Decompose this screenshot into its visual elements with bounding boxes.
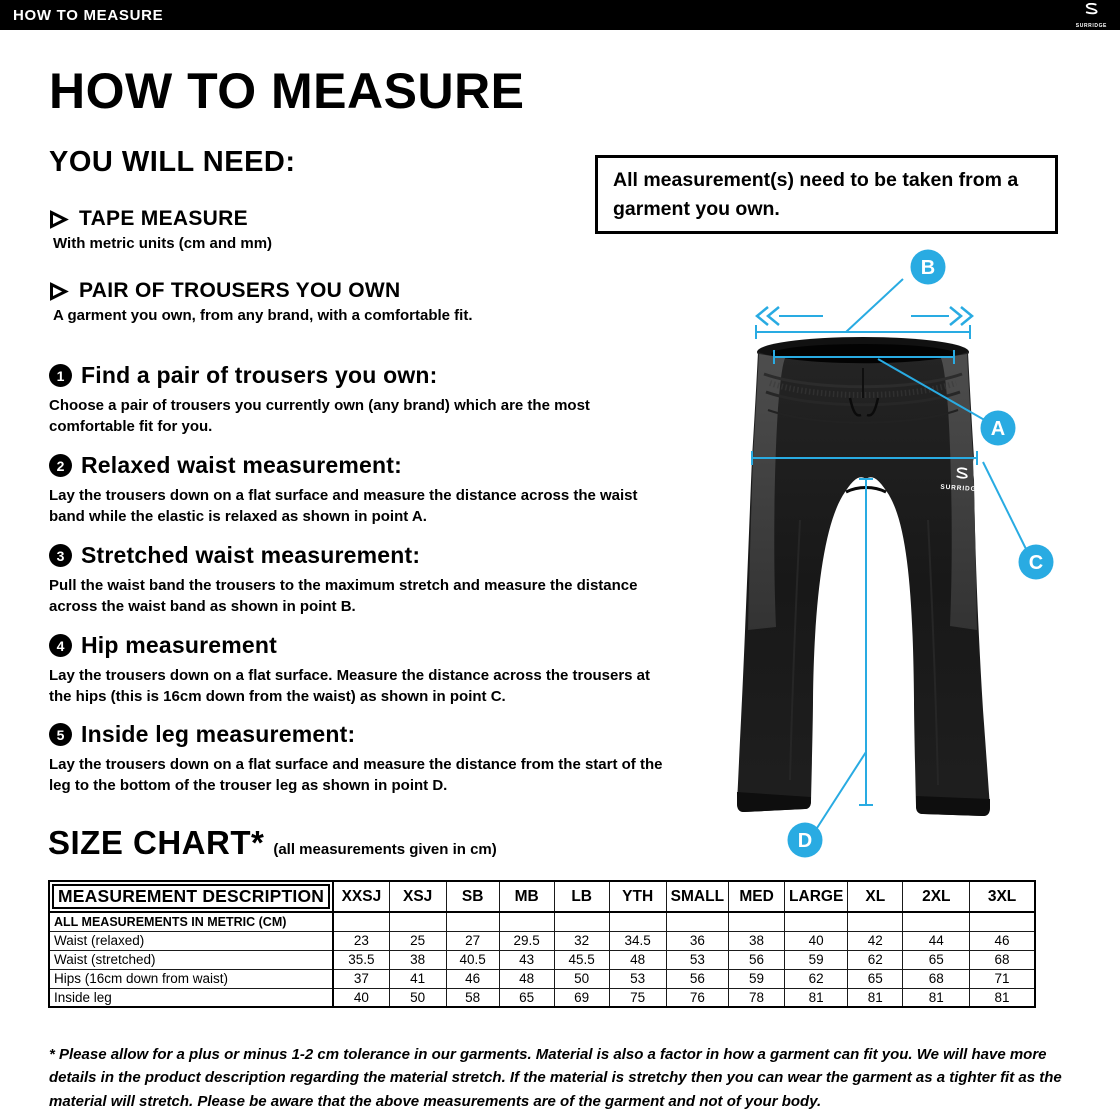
value-cell: 48 bbox=[609, 950, 666, 969]
value-cell: 78 bbox=[729, 988, 785, 1007]
column-header-size: MED bbox=[729, 881, 785, 912]
top-bar-title: HOW TO MEASURE bbox=[13, 6, 164, 24]
value-cell: 69 bbox=[554, 988, 609, 1007]
need-item-label: PAIR OF TROUSERS YOU OWN bbox=[79, 279, 401, 302]
column-header-size: 2XL bbox=[903, 881, 970, 912]
column-header-size: XSJ bbox=[389, 881, 446, 912]
step-number-badge: 4 bbox=[49, 634, 72, 657]
value-cell: 43 bbox=[499, 950, 554, 969]
value-cell: 53 bbox=[609, 969, 666, 988]
marker-c-badge bbox=[1019, 545, 1054, 580]
value-cell: 44 bbox=[903, 931, 970, 950]
value-cell: 40 bbox=[333, 988, 389, 1007]
value-cell: 62 bbox=[848, 950, 903, 969]
value-cell: 58 bbox=[446, 988, 499, 1007]
step-title: Hip measurement bbox=[81, 632, 278, 658]
column-header-size: MB bbox=[499, 881, 554, 912]
empty-cell bbox=[333, 912, 389, 931]
step-title: Inside leg measurement: bbox=[81, 721, 356, 747]
step-description: Lay the trousers down on a flat surface and measure the distance from the start of the leg to the bottom of the trouser leg as shown in point D. bbox=[49, 756, 663, 795]
surridge-s-icon bbox=[1081, 3, 1101, 23]
empty-cell bbox=[666, 912, 728, 931]
value-cell: 36 bbox=[666, 931, 728, 950]
value-cell: 32 bbox=[554, 931, 609, 950]
marker-c-label: C bbox=[1028, 552, 1044, 574]
size-chart-title: SIZE CHART* bbox=[48, 824, 265, 861]
column-header-size: 3XL bbox=[970, 881, 1035, 912]
step-title: Relaxed waist measurement: bbox=[81, 452, 402, 478]
top-bar bbox=[0, 0, 1120, 30]
marker-a-badge bbox=[981, 411, 1016, 446]
value-cell: 34.5 bbox=[609, 931, 666, 950]
step-number-badge: 2 bbox=[49, 454, 72, 477]
value-cell: 65 bbox=[499, 988, 554, 1007]
metric-note-cell: ALL MEASUREMENTS IN METRIC (CM) bbox=[49, 912, 333, 931]
marker-b-leader-line bbox=[846, 279, 903, 332]
row-label-cell: Waist (relaxed) bbox=[49, 931, 333, 950]
size-chart-subtitle: (all measurements given in cm) bbox=[273, 841, 497, 858]
value-cell: 48 bbox=[499, 969, 554, 988]
value-cell: 38 bbox=[389, 950, 446, 969]
empty-cell bbox=[970, 912, 1035, 931]
step-description: Lay the trousers down on a flat surface. Measure the distance across the trousers at the hips (this is 16cm down from the waist) as shown in point C. bbox=[49, 667, 651, 706]
table-row bbox=[49, 931, 1035, 950]
value-cell: 53 bbox=[666, 950, 728, 969]
value-cell: 56 bbox=[729, 950, 785, 969]
empty-cell bbox=[848, 912, 903, 931]
page-title: HOW TO MEASURE bbox=[49, 63, 525, 119]
value-cell: 23 bbox=[333, 931, 389, 950]
value-cell: 46 bbox=[970, 931, 1035, 950]
stretched-waist-line bbox=[756, 325, 970, 339]
empty-cell bbox=[554, 912, 609, 931]
need-item-trousers bbox=[49, 279, 472, 324]
inside-leg-line bbox=[859, 479, 873, 805]
value-cell: 29.5 bbox=[499, 931, 554, 950]
value-cell: 38 bbox=[729, 931, 785, 950]
surridge-logo bbox=[1076, 2, 1107, 29]
measurement-notice-box bbox=[595, 155, 1058, 234]
column-header-size: LB bbox=[554, 881, 609, 912]
tolerance-footnote: * Please allow for a plus or minus 1-2 cm tolerance in our garments. Material is also a factor in how a garment can fit you. We will have more details in the product description regarding the material stretch. If the material is stretchy then you can wear the garment as a tighter fit as the material will stretch. Please be aware that the above measurements are of the garment and not of your body. bbox=[49, 1046, 1062, 1110]
trousers-illustration bbox=[737, 337, 990, 816]
trousers-measurement-diagram bbox=[690, 233, 1090, 883]
garment-logo-text: SURRIDGE bbox=[940, 483, 982, 494]
step-description: Lay the trousers down on a flat surface and measure the distance across the waist band while the elastic is relaxed as shown in point A. bbox=[49, 487, 638, 526]
value-cell: 50 bbox=[554, 969, 609, 988]
marker-a-label: A bbox=[990, 418, 1006, 440]
empty-cell bbox=[785, 912, 848, 931]
value-cell: 40 bbox=[785, 931, 848, 950]
need-item-tape-measure bbox=[49, 207, 272, 252]
column-header-description-text: MEASUREMENT DESCRIPTION bbox=[52, 884, 330, 909]
step-description: Pull the waist band the trousers to the maximum stretch and measure the distance across the waist band as shown in point B. bbox=[49, 577, 638, 616]
column-header-size: SB bbox=[446, 881, 499, 912]
row-label-cell: Hips (16cm down from waist) bbox=[49, 969, 333, 988]
value-cell: 59 bbox=[785, 950, 848, 969]
step-number-badge: 5 bbox=[49, 723, 72, 746]
column-header-size: XL bbox=[848, 881, 903, 912]
step-title: Stretched waist measurement: bbox=[81, 542, 421, 568]
step-1 bbox=[49, 362, 679, 438]
step-4 bbox=[49, 632, 679, 708]
value-cell: 62 bbox=[785, 969, 848, 988]
column-header-size: SMALL bbox=[666, 881, 728, 912]
value-cell: 65 bbox=[848, 969, 903, 988]
value-cell: 46 bbox=[446, 969, 499, 988]
value-cell: 42 bbox=[848, 931, 903, 950]
step-5 bbox=[49, 721, 679, 797]
need-item-label: TAPE MEASURE bbox=[79, 207, 248, 230]
step-description: Choose a pair of trousers you currently own (any brand) which are the most comfortable fit for you. bbox=[49, 397, 590, 436]
empty-cell bbox=[729, 912, 785, 931]
empty-cell bbox=[609, 912, 666, 931]
you-will-need-title: YOU WILL NEED: bbox=[49, 146, 296, 178]
need-item-description: With metric units (cm and mm) bbox=[53, 235, 273, 252]
value-cell: 75 bbox=[609, 988, 666, 1007]
need-item-description: A garment you own, from any brand, with a comfortable fit. bbox=[53, 307, 473, 324]
table-row bbox=[49, 988, 1035, 1007]
value-cell: 35.5 bbox=[333, 950, 389, 969]
table-row bbox=[49, 950, 1035, 969]
value-cell: 65 bbox=[903, 950, 970, 969]
value-cell: 68 bbox=[970, 950, 1035, 969]
empty-cell bbox=[446, 912, 499, 931]
marker-b-label: B bbox=[920, 257, 936, 279]
triangle-bullet-icon bbox=[49, 282, 69, 301]
size-chart-heading bbox=[48, 824, 497, 862]
column-header-description bbox=[49, 881, 333, 912]
marker-d-badge bbox=[788, 823, 823, 858]
value-cell: 81 bbox=[970, 988, 1035, 1007]
value-cell: 81 bbox=[903, 988, 970, 1007]
step-number-badge: 1 bbox=[49, 364, 72, 387]
column-header-size: YTH bbox=[609, 881, 666, 912]
row-label-cell: Waist (stretched) bbox=[49, 950, 333, 969]
empty-cell bbox=[389, 912, 446, 931]
column-header-size: XXSJ bbox=[333, 881, 389, 912]
measurement-notice-text: All measurement(s) need to be taken from a garment you own. bbox=[613, 169, 1019, 220]
marker-b-badge bbox=[911, 250, 946, 285]
step-3 bbox=[49, 542, 679, 618]
size-chart-table bbox=[48, 880, 1036, 1008]
empty-cell bbox=[903, 912, 970, 931]
value-cell: 76 bbox=[666, 988, 728, 1007]
row-label-cell: Inside leg bbox=[49, 988, 333, 1007]
value-cell: 59 bbox=[729, 969, 785, 988]
value-cell: 37 bbox=[333, 969, 389, 988]
column-header-size: LARGE bbox=[785, 881, 848, 912]
triangle-bullet-icon bbox=[49, 210, 69, 229]
value-cell: 25 bbox=[389, 931, 446, 950]
marker-d-leader-line bbox=[817, 752, 866, 828]
value-cell: 81 bbox=[785, 988, 848, 1007]
value-cell: 56 bbox=[666, 969, 728, 988]
surridge-logo-text: SURRIDGE bbox=[1075, 22, 1107, 29]
value-cell: 27 bbox=[446, 931, 499, 950]
step-title: Find a pair of trousers you own: bbox=[81, 362, 438, 388]
value-cell: 50 bbox=[389, 988, 446, 1007]
empty-cell bbox=[499, 912, 554, 931]
marker-c-leader-line bbox=[983, 462, 1026, 549]
step-number-badge: 3 bbox=[49, 544, 72, 567]
value-cell: 40.5 bbox=[446, 950, 499, 969]
value-cell: 81 bbox=[848, 988, 903, 1007]
value-cell: 68 bbox=[903, 969, 970, 988]
marker-d-label: D bbox=[797, 830, 813, 852]
value-cell: 41 bbox=[389, 969, 446, 988]
table-row bbox=[49, 969, 1035, 988]
value-cell: 71 bbox=[970, 969, 1035, 988]
value-cell: 45.5 bbox=[554, 950, 609, 969]
step-2 bbox=[49, 452, 679, 528]
metric-note-row bbox=[49, 912, 1035, 931]
